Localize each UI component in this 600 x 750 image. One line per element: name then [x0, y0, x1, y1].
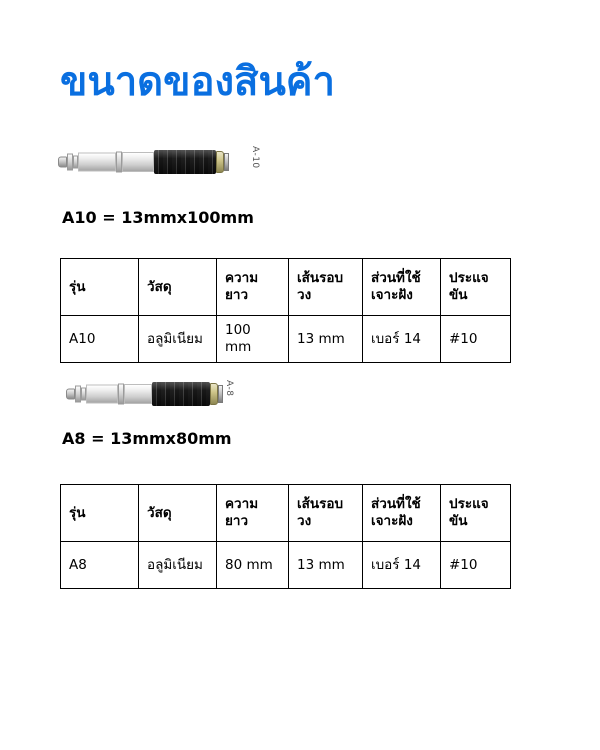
bolt-tip — [58, 157, 67, 168]
bolt-rubber-sleeve — [152, 382, 210, 406]
bolt-endcap — [210, 383, 218, 405]
cell-wrench: #10 — [441, 542, 511, 589]
product-image-a10 — [56, 140, 266, 184]
cell-model: A10 — [61, 316, 139, 363]
table-row — [61, 316, 511, 363]
col-header-length: ความยาว — [217, 259, 289, 316]
col-header-model: รุ่น — [61, 259, 139, 316]
cell-length: 100 mm — [217, 316, 289, 363]
table-header-row — [61, 485, 511, 542]
col-header-material: วัสดุ — [139, 485, 217, 542]
cell-drill-part: เบอร์ 14 — [363, 316, 441, 363]
table-header-row — [61, 259, 511, 316]
cell-material: อลูมิเนียม — [139, 542, 217, 589]
page-title: ขนาดของสินค้า — [60, 59, 335, 105]
bolt-endcap-ring — [218, 385, 223, 403]
cell-circumference: 13 mm — [289, 542, 363, 589]
cell-circumference: 13 mm — [289, 316, 363, 363]
table-row — [61, 542, 511, 589]
cell-material: อลูมิเนียม — [139, 316, 217, 363]
cell-wrench: #10 — [441, 316, 511, 363]
bolt-shaft-2 — [124, 384, 152, 404]
bolt-label-a8: A-8 — [224, 380, 234, 397]
col-header-material: วัสดุ — [139, 259, 217, 316]
spec-table-a10 — [60, 258, 511, 363]
cell-model: A8 — [61, 542, 139, 589]
bolt-shaft — [86, 385, 118, 404]
bolt-rubber-sleeve — [154, 150, 216, 174]
col-header-model: รุ่น — [61, 485, 139, 542]
bolt-endcap-ring — [224, 153, 229, 171]
col-header-drill-part: ส่วนที่ใช้เจาะฝัง — [363, 485, 441, 542]
spec-table-a8 — [60, 484, 511, 589]
bolt-label-a10: A-10 — [250, 146, 260, 169]
col-header-drill-part: ส่วนที่ใช้เจาะฝัง — [363, 259, 441, 316]
cell-length: 80 mm — [217, 542, 289, 589]
col-header-circumference: เส้นรอบวง — [289, 259, 363, 316]
bolt-endcap — [216, 151, 224, 173]
product-image-a8 — [56, 372, 256, 416]
bolt-shaft-2 — [122, 152, 154, 172]
size-caption-a10: A10 = 13mmx100mm — [62, 208, 254, 227]
cell-drill-part: เบอร์ 14 — [363, 542, 441, 589]
size-caption-a8: A8 = 13mmx80mm — [62, 429, 232, 448]
col-header-wrench: ประแจขัน — [441, 485, 511, 542]
col-header-length: ความยาว — [217, 485, 289, 542]
col-header-circumference: เส้นรอบวง — [289, 485, 363, 542]
bolt-tip — [66, 389, 75, 400]
bolt-illustration — [56, 140, 266, 184]
col-header-wrench: ประแจขัน — [441, 259, 511, 316]
bolt-shaft — [78, 153, 116, 172]
